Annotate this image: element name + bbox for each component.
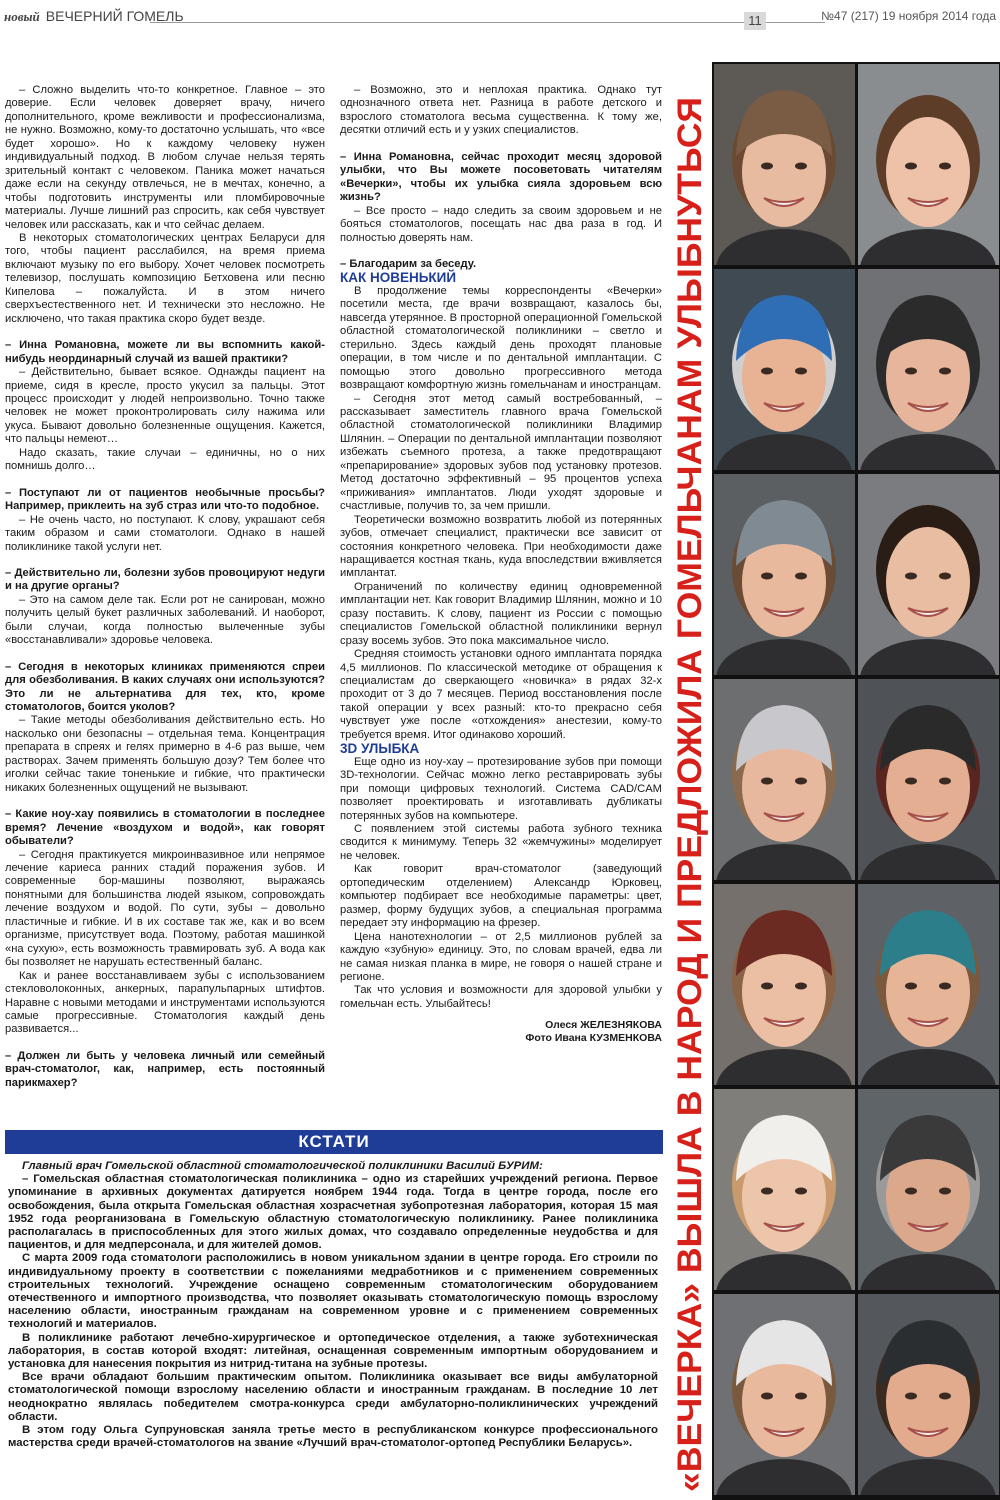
paragraph: Так что условия и возможности для здоровой улыбки у гомельчан есть. Улыбайтесь! bbox=[340, 984, 662, 1010]
portrait-face bbox=[886, 527, 970, 637]
portrait-eye-left bbox=[761, 1188, 773, 1195]
subheading: 3D УЛЫБКА bbox=[340, 741, 420, 757]
article-column-2 bbox=[340, 84, 662, 1045]
portrait-eye-left bbox=[761, 1393, 773, 1400]
portrait-photo bbox=[714, 474, 855, 675]
portrait-image bbox=[714, 269, 855, 470]
portrait-photo bbox=[858, 1089, 999, 1290]
paragraph: – Это на самом деле так. Если рот не санирован, можно получить целый букет различных заболеваний. И наоборот, были случаи, когда полностью вылеченные зубы «восстанавливали» здоровье человека. bbox=[5, 593, 325, 647]
page-number: 11 bbox=[744, 12, 766, 30]
paragraph: – Такие методы обезболивания действительно есть. Но насколько они безопасны – отдельная тема. Концентрация препарата в спреях и гелях примерно в 4-6 раз выше, чем растворах. Зачем применять большую дозу? Тем более что иголки сейчас такие тоненькие и гибкие, что практически никаких болезненных ощущений не вызывают. bbox=[5, 714, 325, 794]
paragraph: Ограничений по количеству единиц одновременной имплантации нет. Как говорит Владимир Шлянин, можно и 10 сразу поставить. К слову, пациент из России с помощью специалистов Гомельской областной поликлиники вернул сразу восемь зубов. Это пока максимальное число. bbox=[340, 580, 662, 647]
portrait-eye-right bbox=[939, 1188, 951, 1195]
paragraph: – Возможно, это и неплохая практика. Однако тут однозначного ответа нет. Разница в работе детского и взрослого стоматолога весьма существенна. К тому же, десятки отличий есть и у узких специалистов. bbox=[340, 84, 662, 137]
portrait-eye-right bbox=[795, 778, 807, 785]
portrait-eye-left bbox=[761, 983, 773, 990]
portrait-eye-left bbox=[905, 778, 917, 785]
paragraph: Как говорит врач-стоматолог (заведующий ортопедическим отделением) Александр Юрковец, компьютер подбирает все необходимые параметры: цвет, размер, форму будущих зубов, а специальная программа передает эту информацию на фрезер. bbox=[340, 863, 662, 930]
interview-question: – Должен ли быть у человека личный или семейный врач-стоматолог, как, например, есть постоянный парикмахер? bbox=[5, 1049, 325, 1089]
portrait-eye-right bbox=[939, 1393, 951, 1400]
interview-question: – Какие ноу-хау появились в стоматологии в последнее время? Лечение «воздухом и водой», как говорят обыватели? bbox=[5, 808, 325, 848]
paragraph: – Сегодня этот метод самый востребованный, – рассказывает заместитель главного врача Гомельской областной стоматологической поликлиники Владимир Шлянин. – Операции по дентальной имплантации позволяют избежать съемного протеза, а также предотвращают «препарирование» здоровых зубов под установку протезов. Метод достаточно эффективный – 95 процентов успеха «приживания» имплантатов. Люди уходят здоровые и счастливые, получив то, за чем пришли. bbox=[340, 392, 662, 513]
byline-photo: Фото Ивана КУЗМЕНКОВА bbox=[525, 1032, 662, 1045]
portrait-image bbox=[714, 64, 855, 265]
paragraph-gap bbox=[340, 245, 662, 258]
paragraph: В некоторых стоматологических центрах Беларуси для того, чтобы пациент расслабился, на время приема включают музыку по его выбору. Хочет человек посмотреть телевизор, послушать композицию Бетховена или песню Кипелова – пожалуйста. И в этом ничего сверхъестественного нет. И технически это несложно. Не исключено, что такая практика скоро будет везде. bbox=[5, 231, 325, 325]
vertical-headline-text: «ВЕЧЕРКА» ВЫШЛА В НАРОД И ПРЕДЛОЖИЛА ГОМЕЛЬЧАНАМ УЛЫБНУТЬСЯ bbox=[671, 159, 709, 1492]
paragraph: С появлением этой системы работа зубного техника сводится к минимуму. Теперь 32 «жемчужины» моделирует не человек. bbox=[340, 823, 662, 862]
portrait-image bbox=[714, 474, 855, 675]
portrait-eye-right bbox=[939, 778, 951, 785]
interview-question: – Благодарим за беседу. bbox=[340, 257, 477, 270]
kstati-paragraph: С марта 2009 года стоматологи расположились в новом уникальном здании в центре города. Его строили по индивидуальному проекту в соответствии с пожеланиями медработников и с применением современных строительных технологий. Учреждение оснащено современным стоматологическим оборудованием отечественного и импортного производства, что позволяет оказывать стоматологическую помощь взрослому населению области, иностранным гражданам на современном уровне и с применением современных технологий и материалов. bbox=[8, 1252, 658, 1331]
portrait-photo bbox=[714, 679, 855, 880]
portrait-eye-right bbox=[939, 983, 951, 990]
portrait-image bbox=[714, 884, 855, 1085]
paragraph: Теоретически возможно возвратить любой из потерянных зубов, отмечает специалист, практически все зависит от состояния конкретного человека. При необходимости даже наращивается костная ткань, куда впоследствии вживляется имплантат. bbox=[340, 513, 662, 580]
kstati-paragraph: В этом году Ольга Супруновская заняла третье место в республиканском конкурсе профессионального мастерства среди врачей-стоматологов на звание «Лучший врач-стоматолог-ортопед Республики Беларусь». bbox=[8, 1424, 658, 1450]
subheading: КАК НОВЕНЬКИЙ bbox=[340, 270, 457, 286]
portrait-eye-left bbox=[905, 983, 917, 990]
portrait-eye-right bbox=[795, 983, 807, 990]
portrait-eye-right bbox=[795, 1393, 807, 1400]
portrait-eye-left bbox=[905, 1188, 917, 1195]
paragraph: В продолжение темы корреспонденты «Вечерки» посетили места, где врачи возвращают, казалось бы, навсегда утерянное. В просторной операционной Гомельской областной стоматологической поликлиники – светло и стерильно. Здесь каждый день проходят плановые операции, в том числе и по дентальной имплантации. С помощью этого довольно прогрессивного метода возвращают комфортную жизнь гомельчанам и иностранцам. bbox=[340, 284, 662, 392]
interview-question: – Действительно ли, болезни зубов провоцируют недуги и на другие органы? bbox=[5, 566, 325, 593]
portrait-eye-left bbox=[761, 163, 773, 170]
paragraph: – Не очень часто, но поступают. К слову, украшают себя таким образом и сами стоматологи. Однако в нашей поликлинике такой услуги нет. bbox=[5, 513, 325, 553]
vertical-headline-svg bbox=[668, 62, 710, 1500]
portrait-eye-right bbox=[795, 163, 807, 170]
paragraph: Цена нанотехнологии – от 2,5 миллионов рублей за каждую «зубную» единицу. Это, по словам врачей, едва ли не самая низкая планка в мире, не говоря о нашей стране и регионе. bbox=[340, 930, 662, 983]
page-header bbox=[0, 0, 1000, 30]
paragraph: – Сложно выделить что-то конкретное. Главное – это доверие. Если человек доверяет врачу, ничего дополнительного, кроме вежливости и профессионализма, не нужно. Возможно, кому-то достаточно услышать, что «все будет хорошо». Но к каждому человеку нужен индивидуальный подход. В любом случае нельзя терять зрительный контакт с человеком. Паника может начаться даже если на секунду отвлечься, не в мечтах, конечно, а чтобы подготовить инструменты или пломбировочные материалы. Лучше лишний раз спросить, как себя чувствует человек или рассказать, как и что сейчас делаем. bbox=[5, 84, 325, 231]
masthead-logo-script: новый bbox=[4, 9, 40, 24]
portrait-eye-right bbox=[939, 573, 951, 580]
kstati-paragraph: Все врачи обладают большим практическим опытом. Поликлиника оказывает все виды амбулаторной стоматологической помощи взрослому населению области и иностранным гражданам. В последние 10 лет неоднократно являлась победителем смотра-конкурса среди амбулаторно-поликлинических учреждений области. bbox=[8, 1371, 658, 1423]
portrait-eye-left bbox=[761, 368, 773, 375]
portrait-face bbox=[886, 117, 970, 227]
paragraph: Еще одно из ноу-хау – протезирование зубов при помощи 3D-технологии. Сейчас можно легко реставрировать зубы при помощи цифровых технологий. Система CAD/CAM позволяет проектировать и изготавливать дубликаты потерянных зубов на компьютере. bbox=[340, 755, 662, 822]
portrait-eye-right bbox=[939, 368, 951, 375]
byline-author: Олеся ЖЕЛЕЗНЯКОВА bbox=[545, 1019, 662, 1032]
portrait-image bbox=[858, 269, 999, 470]
paragraph: – Сегодня практикуется микроинвазивное или непрямое лечение кариеса ранних стадий поражения зубов. И современные бор-машины позволяют, выражаясь понятными для большинства людей языком, сопровождать лечение воздухом и водой. По сути, зубы – довольно пластичные и гибкие. И в их составе так же, как и во всем организме, присутствует вода. Поэтому, работая машинкой «на сухую», есть возможность травмировать зуб. А вода как бы позволяет не нарушать естественный баланс. bbox=[5, 848, 325, 969]
portrait-eye-right bbox=[795, 573, 807, 580]
byline bbox=[340, 1019, 662, 1045]
kstati-paragraph: – Гомельская областная стоматологическая поликлиника – одно из старейших учреждений региона. Первое упоминание в архивных документах датируется ноябрем 1944 года. Тогда в центре города, после его освобождения, была открыта Гомельская областная хозрасчетная зубопротезная лаборатория, которая 15 мая 1952 года реорганизована в Гомельскую областную стоматологическую поликлинику. Ранее поликлиника располагалась в приспособленных для этого жилых домах, что создавало определенные неудобства и для пациентов, и для медперсонала, и для жителей домов. bbox=[8, 1173, 658, 1252]
paragraph-gap bbox=[340, 138, 662, 151]
portrait-image bbox=[858, 884, 999, 1085]
header-rule bbox=[150, 22, 825, 23]
portrait-photo bbox=[714, 269, 855, 470]
portrait-image bbox=[858, 1089, 999, 1290]
article-column-1 bbox=[5, 84, 325, 1090]
portrait-photo bbox=[858, 269, 999, 470]
portrait-grid bbox=[712, 62, 1000, 1500]
portrait-image bbox=[858, 679, 999, 880]
paragraph: Средняя стоимость установки одного имплантата порядка 4,5 миллионов. По классической методике от обращения к специалистам до сверкающего «новичка» в рядах 32-х проходит от 3 до 7 месяцев. Период восстановления после такой операции у всех разный: кто-то прекрасно себя чувствует уже после «отхождения» анестезии, кому-то требуется время. Итог одинаково хороший. bbox=[340, 648, 662, 741]
paragraph-gap bbox=[5, 1037, 325, 1050]
interview-question: – Инна Романовна, можете ли вы вспомнить какой-нибудь неординарный случай из вашей практики? bbox=[5, 339, 325, 365]
portrait-image bbox=[714, 1089, 855, 1290]
portrait-eye-right bbox=[795, 368, 807, 375]
portrait-photo bbox=[858, 679, 999, 880]
paragraph-gap bbox=[5, 474, 325, 487]
kstati-title: КСТАТИ bbox=[5, 1130, 663, 1154]
portrait-image bbox=[858, 1294, 999, 1495]
portrait-eye-left bbox=[905, 1393, 917, 1400]
portrait-eye-left bbox=[761, 778, 773, 785]
paragraph: Как и ранее восстанавливаем зубы с использованием стекловолоконных, анкерных, парапульпарных штифтов. Наравне с новыми методами и инструментами используются самые прогрессивные. Стоматология каждый день развивается... bbox=[5, 969, 325, 1036]
portrait-photo bbox=[714, 1089, 855, 1290]
kstati-box bbox=[8, 1160, 658, 1450]
portrait-eye-left bbox=[761, 573, 773, 580]
interview-question: – Инна Романовна, сейчас проходит месяц здоровой улыбки, что Вы можете посоветовать читателям «Вечерки», чтобы их улыбка сияла здоровьем всю жизнь? bbox=[340, 150, 662, 204]
paragraph: – Действительно, бывает всякое. Однажды пациент на приеме, сидя в кресле, просто укусил за пальцы. Этот процесс происходит у людей непроизвольно. Точно также человек не может проконтролировать силу нажима или укуса. Бывают довольно болезненные ощущения. Кажется, что пальцы немеют… bbox=[5, 366, 325, 446]
issue-info: №47 (217) 19 ноября 2014 года bbox=[821, 9, 996, 23]
portrait-image bbox=[858, 64, 999, 265]
portrait-photo bbox=[714, 884, 855, 1085]
portrait-photo bbox=[858, 884, 999, 1085]
interview-question: – Поступают ли от пациентов необычные просьбы? Например, приклеить на зуб страз или что-то подобное. bbox=[5, 486, 325, 513]
masthead-title: ВЕЧЕРНИЙ ГОМЕЛЬ bbox=[45, 8, 184, 24]
portrait-image bbox=[714, 1294, 855, 1495]
paragraph-gap bbox=[5, 554, 325, 567]
vertical-headline bbox=[668, 62, 710, 1500]
portrait-eye-right bbox=[939, 163, 951, 170]
paragraph-gap bbox=[5, 795, 325, 808]
kstati-paragraph: В поликлинике работают лечебно-хирургическое и ортопедическое отделения, а также зуботехническая лаборатория, в состав которой входят: литейная, оснащенная современным импортным оборудованием и установка для нанесения покрытия из нитрид-титана на зубные протезы. bbox=[8, 1331, 658, 1371]
portrait-photo bbox=[714, 64, 855, 265]
portrait-photo bbox=[858, 1294, 999, 1495]
portrait-photo bbox=[714, 1294, 855, 1495]
portrait-eye-left bbox=[905, 573, 917, 580]
kstati-lead: Главный врач Гомельской областной стоматологической поликлиники Василий БУРИМ: bbox=[22, 1160, 543, 1172]
paragraph: Надо сказать, такие случаи – единичны, но о них помнишь долго… bbox=[5, 446, 325, 473]
portrait-photo bbox=[858, 474, 999, 675]
portrait-photo bbox=[858, 64, 999, 265]
interview-question: – Сегодня в некоторых клиниках применяются спреи для обезболивания. В каких случаях они используются? Это ли не альтернатива для тех, кто, кроме стоматологов, боится уколов? bbox=[5, 660, 325, 714]
portrait-eye-left bbox=[905, 163, 917, 170]
paragraph-gap bbox=[5, 326, 325, 339]
portrait-eye-left bbox=[905, 368, 917, 375]
paragraph: – Все просто – надо следить за своим здоровьем и не бояться стоматологов, посещать нас два раза в год. И полностью доверять нам. bbox=[340, 204, 662, 244]
portrait-image bbox=[858, 474, 999, 675]
portrait-eye-right bbox=[795, 1188, 807, 1195]
portrait-image bbox=[714, 679, 855, 880]
paragraph-gap bbox=[5, 648, 325, 661]
